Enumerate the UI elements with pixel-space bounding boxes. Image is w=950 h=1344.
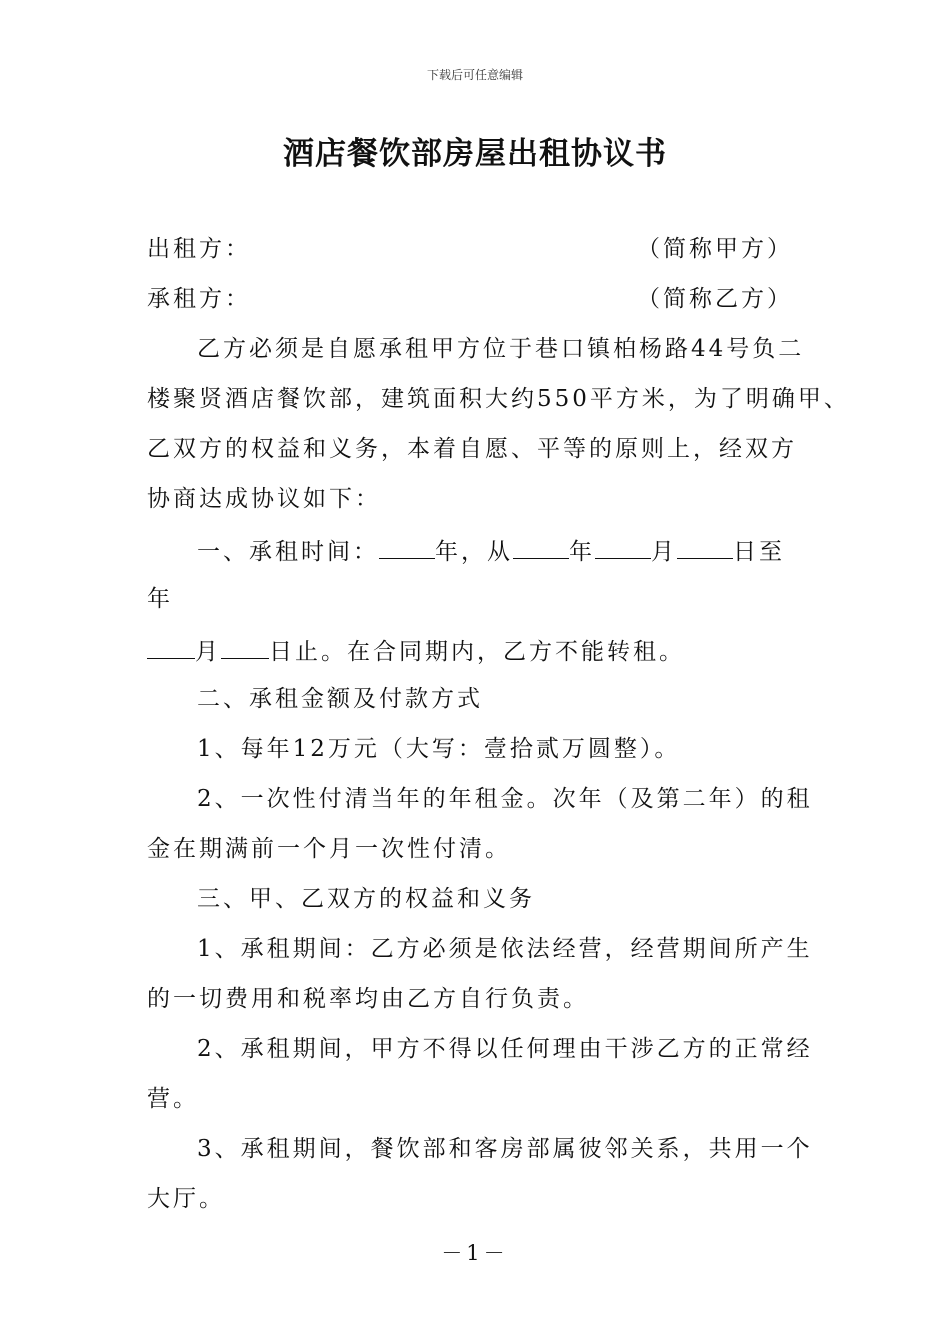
lease-term-wrap-year: 年 [147, 586, 173, 612]
end-month-blank[interactable] [147, 634, 195, 659]
lease-term-tail: 日止。在合同期内，乙方不能转租。 [269, 639, 685, 665]
lease-term-month: 月 [651, 539, 677, 565]
start-day-blank[interactable] [677, 534, 733, 559]
section-3-heading: 三、甲、乙双方的权益和义务 [197, 886, 535, 912]
lease-term-label: 一、承租时间： [197, 539, 379, 565]
intro-line-1: 乙方必须是自愿承租甲方位于巷口镇柏杨路44号负二 [197, 336, 805, 362]
page-number: －1－ [441, 1241, 509, 1265]
intro-line-4: 协商达成协议如下： [147, 486, 381, 512]
section-3-item-1-line-2: 的一切费用和税率均由乙方自行负责。 [147, 986, 589, 1012]
document-title: 酒店餐饮部房屋出租协议书 [283, 136, 667, 172]
start-year-blank[interactable] [513, 534, 569, 559]
lessee-label: 承租方： [147, 286, 251, 312]
lease-term-line [197, 534, 785, 567]
section-3-item-3-line-1: 3、承租期间，餐饮部和客房部属彼邻关系，共用一个 [197, 1136, 813, 1162]
lease-term-day-to: 日至 [733, 539, 785, 565]
lease-term-year: 年 [569, 539, 595, 565]
intro-line-3: 乙双方的权益和义务，本着自愿、平等的原则上，经双方 [147, 436, 797, 462]
header-note: 下载后可任意编辑 [426, 68, 523, 82]
section-3-item-1-line-1: 1、承租期间：乙方必须是依法经营，经营期间所产生 [197, 936, 813, 962]
section-2-item-1: 1、每年12万元（大写：壹拾贰万圆整）。 [197, 736, 681, 762]
start-month-blank[interactable] [595, 534, 651, 559]
lessee-abbr: （简称乙方） [637, 286, 793, 312]
lease-term-month-2: 月 [195, 639, 221, 665]
lessor-abbr: （简称甲方） [637, 236, 793, 262]
years-blank[interactable] [379, 534, 435, 559]
end-day-blank[interactable] [221, 634, 269, 659]
section-2-item-2-line-1: 2、一次性付清当年的年租金。次年（及第二年）的租 [197, 786, 813, 812]
intro-line-2: 楼聚贤酒店餐饮部，建筑面积大约550平方米，为了明确甲、 [147, 386, 850, 412]
section-2-heading: 二、承租金额及付款方式 [197, 686, 483, 712]
lessor-label: 出租方： [147, 236, 251, 262]
section-3-item-3-line-2: 大厅。 [147, 1186, 225, 1212]
section-2-item-2-line-2: 金在期满前一个月一次性付清。 [147, 836, 511, 862]
section-3-item-2-line-2: 营。 [147, 1086, 199, 1112]
section-3-item-2-line-1: 2、承租期间，甲方不得以任何理由干涉乙方的正常经 [197, 1036, 813, 1062]
lease-term-end-line [147, 634, 685, 667]
lease-term-year-from: 年，从 [435, 539, 513, 565]
